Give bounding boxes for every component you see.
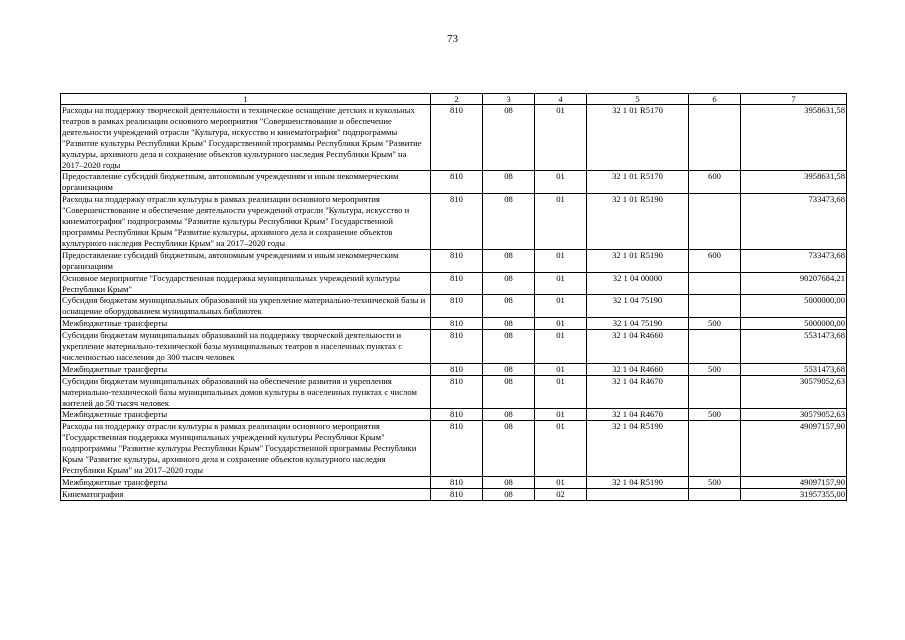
cell-target-article [587,488,689,500]
cell-expense-type [689,295,741,318]
cell-description: Межбюджетные трансферты [61,476,431,488]
cell-ministry-code: 810 [431,488,483,500]
cell-ministry-code: 810 [431,421,483,477]
cell-description: Расходы на поддержку отрасли культуры в рамках реализации основного мероприятия "Государственная поддержка муниципальных учреждений культуры Республики Крым" подпрограммы "Развитие культуры Республики Крым" Государственной программы Республики Крым "Развитие культуры, архивного дела и сохранение объектов культурного наследия Республики Крым" на 2017–2020 годы [61,421,431,477]
cell-expense-type: 500 [689,409,741,421]
cell-expense-type [689,488,741,500]
table-row [61,171,847,194]
cell-ministry-code: 810 [431,409,483,421]
cell-subsection: 01 [535,476,587,488]
cell-ministry-code: 810 [431,272,483,295]
cell-amount: 49097157,90 [741,476,847,488]
cell-subsection: 01 [535,421,587,477]
column-header: 1 [61,94,431,105]
cell-section: 08 [483,421,535,477]
cell-amount: 5531473,68 [741,330,847,364]
column-header: 3 [483,94,535,105]
cell-target-article: 32 1 04 R5190 [587,421,689,477]
cell-section: 08 [483,194,535,250]
cell-section: 08 [483,375,535,409]
cell-ministry-code: 810 [431,171,483,194]
table-row [61,194,847,250]
table-header-row [61,94,847,105]
table-row [61,295,847,318]
table-row [61,318,847,330]
cell-expense-type: 600 [689,171,741,194]
table-row [61,330,847,364]
cell-section: 08 [483,363,535,375]
table-row [61,105,847,171]
table-row [61,375,847,409]
cell-target-article: 32 1 04 R4670 [587,375,689,409]
cell-expense-type [689,375,741,409]
cell-target-article: 32 1 01 R5170 [587,105,689,171]
cell-subsection: 01 [535,105,587,171]
cell-section: 08 [483,295,535,318]
cell-description: Предоставление субсидий бюджетным, автономным учреждениям и иным некоммерческим организациям [61,171,431,194]
cell-target-article: 32 1 01 R5190 [587,249,689,272]
page-number: 73 [447,33,458,45]
cell-description: Расходы на поддержку отрасли культуры в рамках реализации основного мероприятия "Совершенствование и обеспечение деятельности учреждений отрасли "Культура, искусство и кинематография" подпрограммы "Развитие культуры Республики Крым" Государственной программы Республики Крым "Развитие культуры, архивного дела и сохранение объектов культурного наследия Республики Крым" на 2017–2020 годы [61,194,431,250]
cell-section: 08 [483,272,535,295]
cell-amount: 733473,68 [741,249,847,272]
cell-amount: 5000000,00 [741,318,847,330]
table-row [61,249,847,272]
column-header: 6 [689,94,741,105]
cell-target-article: 32 1 01 R5170 [587,171,689,194]
column-header: 2 [431,94,483,105]
cell-ministry-code: 810 [431,295,483,318]
table-row [61,421,847,477]
cell-section: 08 [483,476,535,488]
cell-description: Основное мероприятие "Государственная поддержка муниципальных учреждений культуры Республики Крым" [61,272,431,295]
cell-description: Межбюджетные трансферты [61,363,431,375]
cell-expense-type [689,194,741,250]
cell-subsection: 01 [535,375,587,409]
table-row [61,409,847,421]
cell-subsection: 01 [535,363,587,375]
cell-section: 08 [483,249,535,272]
cell-target-article: 32 1 04 75190 [587,318,689,330]
cell-expense-type: 500 [689,318,741,330]
column-header: 7 [741,94,847,105]
cell-target-article: 32 1 04 75190 [587,295,689,318]
cell-ministry-code: 810 [431,476,483,488]
cell-ministry-code: 810 [431,330,483,364]
cell-subsection: 02 [535,488,587,500]
cell-ministry-code: 810 [431,375,483,409]
cell-subsection: 01 [535,171,587,194]
cell-description: Расходы на поддержку творческой деятельности и техническое оснащение детских и кукольных театров в рамках реализации основного мероприятия "Совершенствование и обеспечение деятельности учреждений отрасли "Культура, искусство и кинематография" подпрограммы "Развитие культуры Республики Крым" Государственной программы Республики Крым "Развитие культуры, архивного дела и сохранение объектов культурного наследия Республики Крым" на 2017–2020 годы [61,105,431,171]
cell-description: Субсидии бюджетам муниципальных образований на обеспечение развития и укрепления материально-технической базы муниципальных домов культуры в населенных пунктах с числом жителей до 50 тысяч человек [61,375,431,409]
cell-amount: 3958631,58 [741,105,847,171]
cell-ministry-code: 810 [431,105,483,171]
cell-subsection: 01 [535,318,587,330]
column-header: 5 [587,94,689,105]
cell-ministry-code: 810 [431,194,483,250]
cell-section: 08 [483,318,535,330]
cell-subsection: 01 [535,295,587,318]
cell-amount: 90207684,21 [741,272,847,295]
cell-description: Предоставление субсидий бюджетным, автономным учреждениям и иным некоммерческим организациям [61,249,431,272]
cell-subsection: 01 [535,330,587,364]
cell-section: 08 [483,330,535,364]
cell-description: Субсидия бюджетам муниципальных образований на укрепление материально-технической базы и оснащение оборудованием муниципальных библиотек [61,295,431,318]
cell-amount: 5531473,68 [741,363,847,375]
cell-subsection: 01 [535,249,587,272]
cell-amount: 31957355,00 [741,488,847,500]
table-row [61,476,847,488]
cell-amount: 30579052,63 [741,375,847,409]
cell-expense-type: 500 [689,363,741,375]
cell-section: 08 [483,171,535,194]
cell-description: Межбюджетные трансферты [61,318,431,330]
table-body [61,105,847,501]
cell-section: 08 [483,105,535,171]
cell-amount: 30579052,63 [741,409,847,421]
cell-amount: 49097157,90 [741,421,847,477]
cell-amount: 733473,68 [741,194,847,250]
cell-target-article: 32 1 04 R4660 [587,363,689,375]
cell-amount: 5000000,00 [741,295,847,318]
cell-target-article: 32 1 04 R5190 [587,476,689,488]
cell-target-article: 32 1 04 00000 [587,272,689,295]
cell-description: Субсидии бюджетам муниципальных образований на поддержку творческой деятельности и укрепление материально-технической базы муниципальных театров в населенных пунктах с численностью населения до 300 тысяч человек [61,330,431,364]
cell-subsection: 01 [535,194,587,250]
table-row [61,488,847,500]
cell-section: 08 [483,488,535,500]
column-header: 4 [535,94,587,105]
cell-subsection: 01 [535,409,587,421]
cell-expense-type [689,421,741,477]
cell-expense-type [689,272,741,295]
cell-ministry-code: 810 [431,318,483,330]
table-row [61,272,847,295]
cell-section: 08 [483,409,535,421]
budget-table [60,93,847,501]
cell-target-article: 32 1 04 R4670 [587,409,689,421]
cell-target-article: 32 1 04 R4660 [587,330,689,364]
cell-description: Межбюджетные трансферты [61,409,431,421]
cell-target-article: 32 1 01 R5190 [587,194,689,250]
table-row [61,363,847,375]
cell-description: Кинематография [61,488,431,500]
cell-expense-type [689,330,741,364]
cell-amount: 3958631,58 [741,171,847,194]
cell-subsection: 01 [535,272,587,295]
cell-expense-type [689,105,741,171]
cell-expense-type: 600 [689,249,741,272]
cell-expense-type: 500 [689,476,741,488]
cell-ministry-code: 810 [431,249,483,272]
cell-ministry-code: 810 [431,363,483,375]
